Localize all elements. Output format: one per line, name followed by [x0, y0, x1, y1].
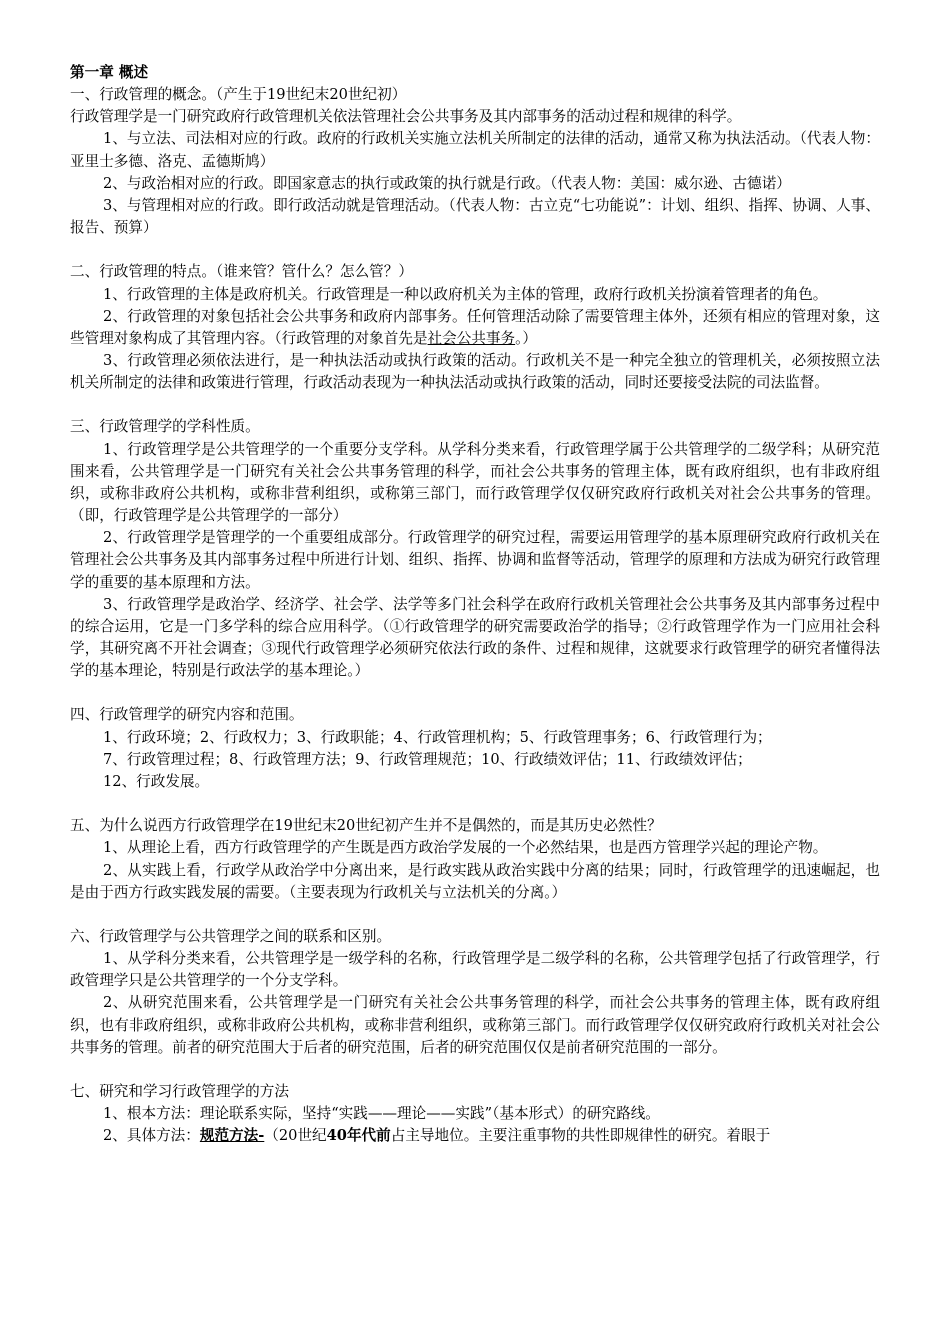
section-4-line-2: 7、行政管理过程；8、行政管理方法；9、行政管理规范；10、行政绩效评估；11、行政绩效评估； [103, 750, 752, 768]
section-3-item-2: 2、行政管理学是管理学的一个重要组成部分。行政管理学的研究过程，需要运用管理学的基本原理研究政府行政机关在管理社会公共事务及其内部事务过程中所进行计划、组织、指挥、协调和监督等活动，管理学的原理和方法成为研究行政管理学的重要的基本原理和方法。 [70, 529, 880, 591]
section-2-item-3: 3、行政管理必须依法进行，是一种执法活动或执行政策的活动。行政机关不是一种完全独立的管理机关，必须按照立法机关所制定的法律和政策进行管理，行政活动表现为一种执法活动或执行政策的活动，同时还要接受法院的司法监督。 [70, 352, 880, 392]
section-3-item-1: 1、行政管理学是公共管理学的一个重要分支学科。从学科分类来看，行政管理学属于公共管理学的二级学科；从研究范围来看，公共管理学是一门研究有关社会公共事务管理的科学，而社会公共事务的管理主体，既有政府组织，也有非政府组织，或称非政府公共机构，或称非营利组织，或称第三部门，而行政管理学仅仅研究政府行政机关对社会公共事务的管理。（即，行政管理学是公共管理学的一部分） [70, 440, 880, 525]
underlined-term: 社会公共事务 [427, 329, 516, 347]
blank-line [70, 793, 880, 815]
blank-line [70, 1059, 880, 1081]
section-2-item-2-text: 2、行政管理的对象包括社会公共事务和政府内部事务。任何管理活动除了需要管理主体外，还须有相应的管理对象，这些管理对象构成了其管理内容。（行政管理的对象首先是 [70, 307, 880, 347]
chapter-title: 第一章 概述 [70, 64, 149, 81]
blank-line [70, 682, 880, 704]
section-2-item-2 [70, 306, 880, 350]
section-2-item-2-tail: 。） [515, 329, 538, 347]
section-7-heading: 七、研究和学习行政管理学的方法 [70, 1083, 289, 1101]
blank-line [70, 239, 880, 261]
section-3-item-3: 3、行政管理学是政治学、经济学、社会学、法学等多门社会科学在政府行政机关管理社会公共事务及其内部事务过程中的综合运用，它是一门多学科的综合应用科学。（①行政管理学的研究需要政治学的指导；②行政管理学作为一门应用社会科学，其研究离不开社会调查；③现代行政管理学必须研究依法行政的条件、过程和规律，这就要求行政管理学的研究者懂得法学的基本理论，特别是行政法学的基本理论。） [70, 595, 880, 680]
section-6-heading: 六、行政管理学与公共管理学之间的联系和区别。 [70, 928, 392, 946]
section-4-line-3: 12、行政发展。 [103, 772, 210, 790]
section-1-heading: 一、行政管理的概念。（产生于19世纪末20世纪初） [70, 86, 407, 104]
section-7-item-2-label: 2、具体方法： [103, 1127, 200, 1145]
blank-line [70, 394, 880, 416]
section-4-heading: 四、行政管理学的研究内容和范围。 [70, 706, 304, 724]
section-7-item-1: 1、根本方法：理论联系实际，坚持“实践——理论——实践”（基本形式）的研究路线。 [103, 1105, 660, 1123]
document-page [70, 62, 880, 1148]
section-1-item-3: 3、与管理相对应的行政。即行政活动就是管理活动。（代表人物：古立克“七功能说”：计划、组织、指挥、协调、人事、报告、预算） [70, 196, 880, 237]
section-5-item-2: 2、从实践上看，行政学从政治学中分离出来，是行政实践从政治实践中分离的结果；同时，行政管理学的迅速崛起，也是由于西方行政实践发展的需要。（主要表现为行政机关与立法机关的分离。） [70, 861, 880, 901]
section-5-item-1: 1、从理论上看，西方行政管理学的产生既是西方政治学发展的一个必然结果，也是西方管理学兴起的理论产物。 [103, 839, 828, 857]
section-1-definition: 行政管理学是一门研究政府行政管理机关依法管理社会公共事务及其内部事务的活动过程和规律的科学。 [70, 108, 742, 126]
bold-underlined-term: 规范方法- [199, 1127, 265, 1145]
section-5-heading: 五、为什么说西方行政管理学在19世纪末20世纪初产生并不是偶然的，而是其历史必然性？ [70, 817, 662, 835]
section-1-item-1: 1、与立法、司法相对应的行政。政府的行政机关实施立法机关所制定的法律的活动，通常又称为执法活动。（代表人物：亚里士多德、洛克、孟德斯鸠） [70, 130, 880, 170]
section-6-item-2: 2、从研究范围来看，公共管理学是一门研究有关社会公共事务管理的科学，而社会公共事务的管理主体，既有政府组织，也有非政府组织，或称非政府公共机构，或称非营利组织，或称第三部门。而行政管理学仅仅研究政府行政机关对社会公共事务的管理。前者的研究范围大于后者的研究范围，后者的研究范围仅仅是前者研究范围的一部分。 [70, 994, 880, 1056]
section-6-item-1: 1、从学科分类来看，公共管理学是一级学科的名称，行政管理学是二级学科的名称，公共管理学包括了行政管理学，行政管理学只是公共管理学的一个分支学科。 [70, 950, 880, 990]
section-7-item-2 [70, 1125, 880, 1147]
bold-term: 40年代前 [326, 1127, 391, 1145]
section-7-item-2-text: （20世纪 [264, 1127, 327, 1145]
section-2-heading: 二、行政管理的特点。（谁来管？管什么？怎么管？） [70, 263, 413, 281]
blank-line [70, 904, 880, 926]
section-2-item-1: 1、行政管理的主体是政府机关。行政管理是一种以政府机关为主体的管理，政府行政机关扮演着管理者的角色。 [103, 285, 828, 303]
section-3-heading: 三、行政管理学的学科性质。 [70, 418, 260, 436]
section-7-item-2-tail: 占主导地位。主要注重事物的共性即规律性的研究。着眼于 [390, 1127, 771, 1145]
section-4-line-1: 1、行政环境；2、行政权力；3、行政职能；4、行政管理机构；5、行政管理事务；6、行政管理行为； [103, 728, 772, 746]
section-1-item-2: 2、与政治相对应的行政。即国家意志的执行或政策的执行就是行政。（代表人物：美国：威尔逊、古德诺） [103, 174, 791, 192]
